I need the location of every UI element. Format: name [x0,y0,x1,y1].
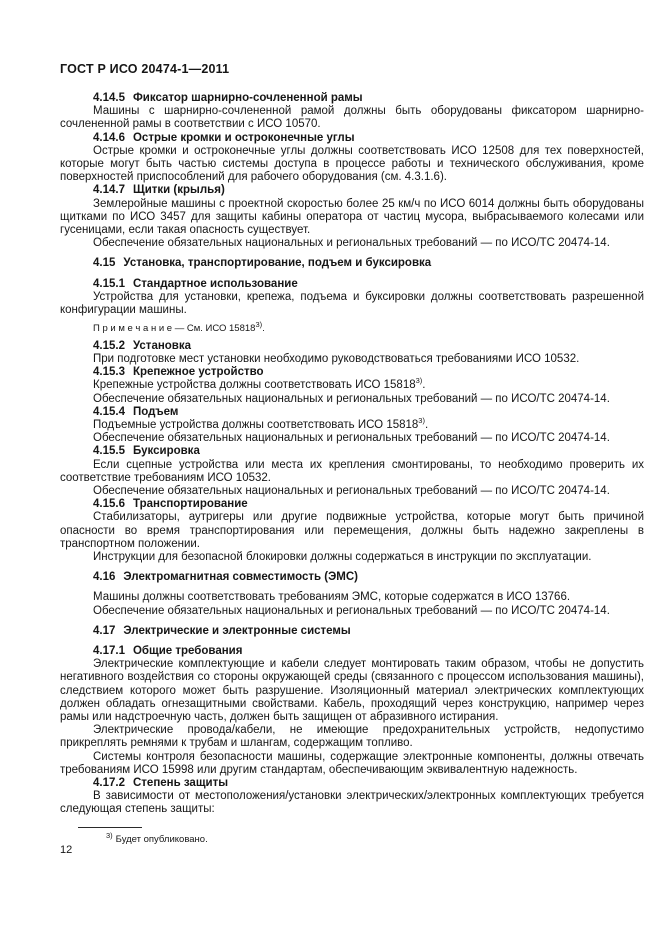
paragraph-text: Острые кромки и остроконечные углы должны соответствовать ИСО 12508 для тех поверхностей, которые могут быть частью системы доступа в процессе работы и технического обслуживания, кроме поверхностей приспособлений для рабочего оборудования (см. 4.3.1.6). [60,144,644,184]
heading-number: 4.15.3 [93,366,125,379]
paragraph [60,511,644,551]
footnote-rule [78,827,142,828]
footnote [60,830,644,846]
heading-title: Транспортирование [132,498,248,511]
subsection-heading [60,498,644,511]
heading-title: Подъем [132,405,179,418]
subsection-heading [60,340,644,353]
paragraph [60,591,644,604]
paragraph [60,658,644,724]
heading-title: Установка [132,339,192,352]
heading-title: Фиксатор шарнирно-сочлененной рамы [132,92,363,104]
heading-number: 4.17.1 [93,645,125,658]
paragraph-text: Обеспечение обязательных национальных и региональных требований — по ИСО/ТС 20474-14. [93,604,610,617]
heading-number: 4.14.6 [93,131,125,144]
paragraph-text: Крепежные устройства должны соответствовать ИСО 15818 [93,379,416,392]
heading-title: Степень защиты [132,777,229,790]
paragraph-text: Обеспечение обязательных национальных и региональных требований — по ИСО/ТС 20474-14. [93,484,610,497]
note: П р и м е ч а н и е — См. ИСО 15818$^{3)}$. [93,320,265,335]
heading-number: 4.15 [93,257,116,270]
subsection-heading [60,645,644,658]
heading-number: 4.15.1 [93,277,125,290]
note-label: П р и м е ч а н и е [93,323,173,335]
subsection-heading [60,92,644,105]
paragraph-text: Землеройные машины с проектной скоростью более 25 км/ч по ИСО 6014 должны быть оборудованы щитками по ИСО 3457 для защиты кабины оператора от частиц мусора, выбрасываемого колесами или гусеницами, если такая опасность существует. [60,197,644,237]
heading-title: Щитки (крылья) [132,184,225,197]
section-heading [60,257,644,270]
paragraph-text: Обеспечение обязательных национальных и региональных требований — по ИСО/ТС 20474-14. [93,432,610,445]
heading-title: Электромагнитная совместимость (ЭМС) [123,571,358,584]
document-content [60,62,644,845]
paragraph [60,393,644,406]
paragraph-text: Инструкции для безопасной блокировки должны содержаться в инструкции по эксплуатации. [93,551,592,563]
paragraph [60,605,644,618]
paragraph [60,105,644,131]
paragraph-text: Стабилизаторы, аутригеры или другие подвижные устройства, которые могут быть причиной опасности во время транспортирования или перемещения, должны быть надежно закреплены в транспортном положении. [60,511,644,550]
paragraph [60,551,644,564]
note-text: См. ИСО 15818 [186,323,256,335]
heading-number: 4.16 [93,571,116,584]
paragraph-text: Обеспечение обязательных национальных и региональных требований — по ИСО/ТС 20474-14. [93,392,610,405]
footnote-reference: 3) [415,376,423,386]
page-number: 12 [60,844,73,856]
paragraph [60,751,644,777]
paragraph [60,724,644,750]
heading-title: Острые кромки и остроконечные углы [132,131,355,144]
paragraph-text: Машины должны соответствовать требованиям ЭМС, которые содержатся в ИСО 13766. [93,591,571,604]
heading-title: Буксировка [132,445,200,458]
paragraph [60,790,644,816]
heading-title: Электрические и электронные системы [123,624,351,637]
paragraph-text: При подготовке мест установки необходимо руководствоваться требованиями ИСО 10532. [93,352,580,365]
footnote-marker: 3) [106,830,113,840]
heading-number: 4.14.5 [93,92,125,104]
heading-title: Стандартное использование [132,277,298,290]
subsection-heading [60,366,644,379]
heading-title: Общие требования [132,645,243,658]
paragraph-text: Подъемные устройства должны соответствовать ИСО 15818 [93,418,419,431]
subsection-heading [60,406,644,419]
paragraph-text: Если сцепные устройства или места их крепления смонтированы, то необходимо проверить их соответствие требованиям ИСО 10532. [60,458,644,484]
paragraph [60,237,644,250]
paragraph [60,376,644,392]
paragraph [60,416,644,432]
paragraph [60,459,644,485]
paragraph-text: В зависимости от местоположения/установки электрических/электронных комплектующих требуется следующая степень защиты: [60,790,644,816]
subsection-heading [60,184,644,197]
note-tail: . [262,323,265,335]
footnote-reference: 3) [255,320,263,330]
section-heading [60,571,644,584]
heading-number: 4.14.7 [93,184,125,197]
paragraph [60,291,644,317]
heading-title: Крепежное устройство [132,366,264,379]
paragraph [60,198,644,238]
running-header: ГОСТ Р ИСО 20474-1—2011 [60,62,230,76]
subsection-heading [60,278,644,291]
paragraph-tail: . [422,379,426,392]
paragraph-text: Обеспечение обязательных национальных и региональных требований — по ИСО/ТС 20474-14. [93,237,610,250]
heading-number: 4.17.2 [93,777,125,790]
subsection-heading [60,777,644,790]
heading-number: 4.15.5 [93,445,125,458]
paragraph-text: Системы контроля безопасности машины, содержащие электронные компоненты, должны отвечать требованиям ИСО 15998 или другим стандартам, обеспечивающим эквивалентную надежность. [60,750,644,776]
footnote-reference: 3) [418,416,425,426]
paragraph [60,485,644,498]
paragraph-text: Электрические комплектующие и кабели следует монтировать таким образом, чтобы не допустить негативного воздействия со стороны окружающей среды (связанного с процессом использования машины), следствием которого может быть разрушение. Изоляционный материал электрических комплектующих должен обладать огнезащитными свойствами. Кабель, проходящий через конструкцию, например через рамы или надстроечную часть, должен быть защищен от абразивного истирания. [60,658,644,724]
paragraph-text: Устройства для установки, крепежа, подъема и буксировки должны соответствовать разрешенной конфигурации машины. [60,290,644,317]
document-body [60,92,644,817]
footnote-area [60,827,644,846]
paragraph-tail: . [424,418,429,431]
heading-number: 4.15.4 [93,405,125,418]
heading-number: 4.15.6 [93,498,125,511]
heading-title: Установка, транспортирование, подъем и буксировка [123,257,432,270]
paragraph [60,432,644,445]
subsection-heading [60,132,644,145]
footnote-text: Будет опубликовано. [115,833,208,845]
paragraph [60,353,644,366]
heading-number: 4.15.2 [93,339,125,352]
paragraph-text: Машины с шарнирно-сочлененной рамой должны быть оборудованы фиксатором шарнирно-сочлененной рамы в соответствии с ИСО 10570. [60,105,644,131]
subsection-heading [60,445,644,458]
paragraph-text: Электрические провода/кабели, не имеющие предохранительных устройств, недопустимо прикреплять ремнями к трубам и шлангам, содержащим топливо. [60,724,644,750]
heading-number: 4.17 [93,624,116,637]
paragraph [60,145,644,185]
section-heading [60,625,644,638]
